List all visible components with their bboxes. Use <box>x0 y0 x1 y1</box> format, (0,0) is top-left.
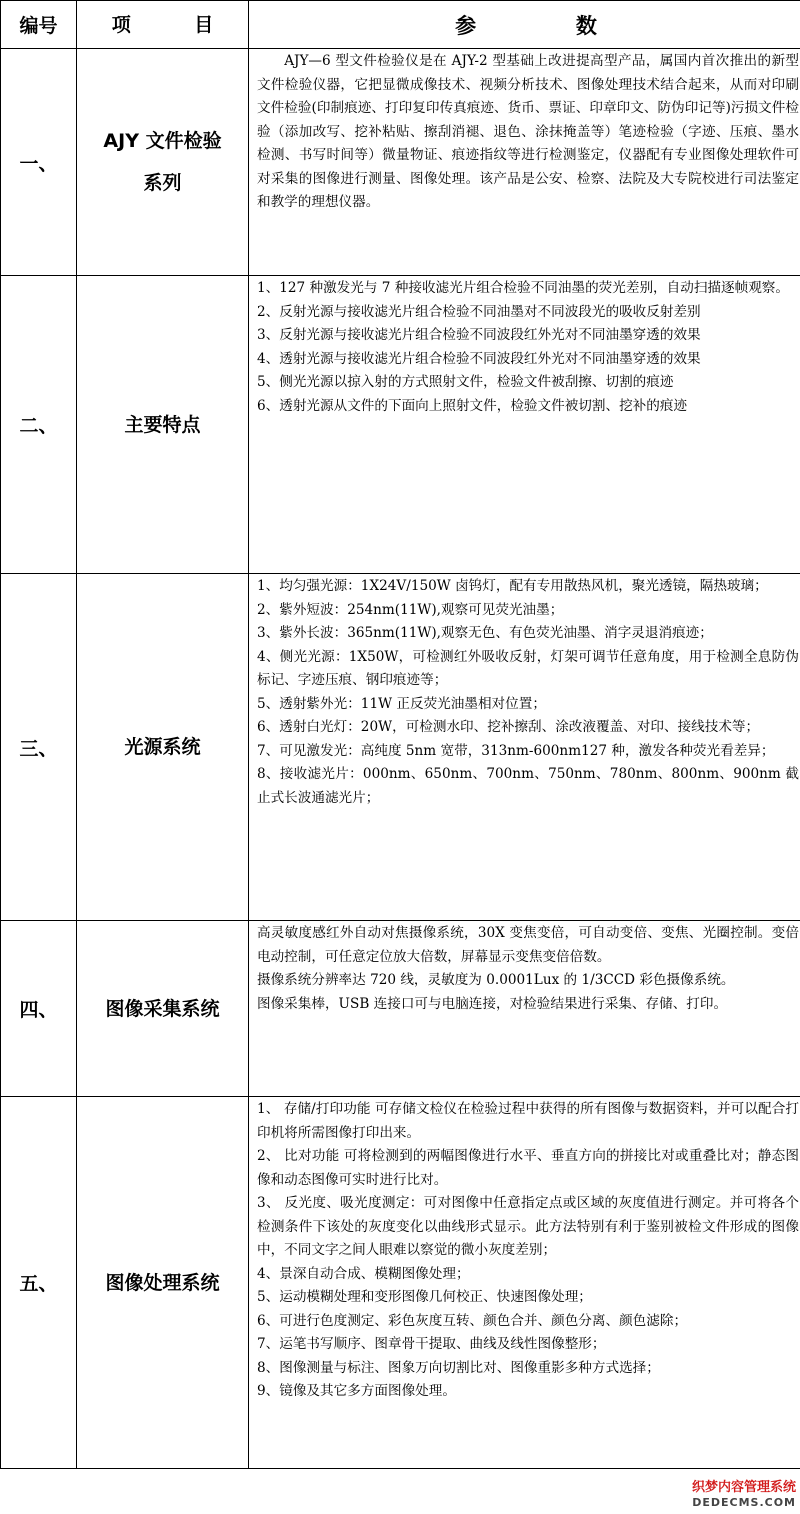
row-5-param-6: 6、可进行色度测定、彩色灰度互转、颜色合并、颜色分离、颜色滤除； <box>257 1312 688 1329</box>
header-row <box>1 1 800 49</box>
row-2-param-4: 4、透射光源与接收滤光片组合检验不同波段红外光对不同油墨穿透的效果 <box>257 350 701 367</box>
watermark-line-2: DEDECMS.COM <box>692 1496 796 1509</box>
row-5-param-2: 2、 比对功能 可将检测到的两幅图像进行水平、垂直方向的拼接比对或重叠比对；静态图像和动态图像可实时进行比对。 <box>257 1148 799 1188</box>
row-2-param-2: 2、反射光源与接收滤光片组合检验不同油墨对不同波段光的吸收反射差别 <box>257 303 701 320</box>
header-num: 编号 <box>1 1 77 49</box>
row-5-param-1: 1、 存储/打印功能 可存储文检仪在检验过程中获得的所有图像与数据资料，并可以配合打印机将所需图像打印出来。 <box>257 1101 799 1141</box>
header-item-label: 项 目 <box>111 13 242 36</box>
row-3-param-3: 3、紫外长波：365nm(11W),观察无色、有色荧光油墨、消字灵退消痕迹； <box>257 625 713 641</box>
row-5-item <box>77 1097 249 1469</box>
row-4-param-1: 高灵敏度感红外自动对焦摄像系统，30X 变焦变倍，可自动变倍、变焦、光圈控制。变倍电动控制，可任意定位放大倍数，屏幕显示变焦变倍倍数。 <box>257 925 799 965</box>
row-2-item-line-1: 主要特点 <box>124 413 201 436</box>
row-4-param-3: 图像采集棒，USB 连接口可与电脑连接，对检验结果进行采集、存储、打印。 <box>257 995 728 1012</box>
row-4-params <box>249 921 800 1097</box>
row-2-item <box>77 276 249 574</box>
row-3-num: 三、 <box>1 574 77 921</box>
table-row-5 <box>1 1097 800 1469</box>
row-3-params <box>249 574 800 921</box>
row-4-num: 四、 <box>1 921 77 1097</box>
header-param <box>249 1 800 49</box>
row-2-param-1: 1、127 种激发光与 7 种接收滤光片组合检验不同油墨的荧光差别，自动扫描逐帧观察。 <box>257 280 789 296</box>
row-5-params <box>249 1097 800 1469</box>
row-2-param-3: 3、反射光源与接收滤光片组合检验不同波段红外光对不同油墨穿透的效果 <box>257 327 701 343</box>
table-row-3 <box>1 574 800 921</box>
row-5-num: 五、 <box>1 1097 77 1469</box>
row-3-param-4: 4、侧光光源：1X50W，可检测红外吸收反射，灯架可调节任意角度，用于检测全息防伪标记、字迹压痕、钢印痕迹等； <box>257 648 799 688</box>
row-5-param-7: 7、运笔书写顺序、图章骨干提取、曲线及线性图像整形； <box>257 1336 606 1352</box>
row-3-param-1: 1、均匀强光源：1X24V/150W 卤钨灯，配有专用散热风机，聚光透镜，隔热玻璃； <box>257 578 768 594</box>
row-3-param-8: 8、接收滤光片：000nm、650nm、700nm、750nm、780nm、800nm、900nm 截止式长波通滤光片； <box>257 766 799 806</box>
row-3-param-2: 2、紫外短波：254nm(11W),观察可见荧光油墨； <box>257 601 564 618</box>
row-3-item-line-1: 光源系统 <box>124 736 201 758</box>
row-3-item <box>77 574 249 921</box>
row-2-params <box>249 276 800 574</box>
row-4-param-2: 摄像系统分辨率达 720 线，灵敏度为 0.0001Lux 的 1/3CCD 彩色摄像系统。 <box>257 972 735 988</box>
row-2-num: 二、 <box>1 276 77 574</box>
row-1-params <box>249 49 800 276</box>
table-row-4 <box>1 921 800 1097</box>
row-2-param-5: 5、侧光光源以掠入射的方式照射文件，检验文件被刮擦、切割的痕迹 <box>257 374 674 390</box>
row-5-param-5: 5、运动模糊处理和变形图像几何校正、快速图像处理； <box>257 1289 592 1305</box>
row-5-param-9: 9、镜像及其它多方面图像处理。 <box>257 1383 456 1399</box>
row-1-num: 一、 <box>1 49 77 276</box>
row-4-item-line-1: 图像采集系统 <box>105 997 220 1020</box>
watermark-line-1: 织梦内容管理系统 <box>691 1480 796 1495</box>
row-1-param-1: AJY—6 型文件检验仪是在 AJY-2 型基础上改进提高型产品，属国内首次推出的新型文件检验仪器，它把显微成像技术、视频分析技术、图像处理技术结合起来，从而对印刷文件检验(印制痕迹、打印复印传真痕迹、货币、票证、印章印文、防伪印记等)污损文件检验（添加改写、挖补粘贴、擦刮消褪、退色、涂抹掩盖等）笔迹检验（字迹、压痕、墨水检测、书写时间等）微量物证、痕迹指纹等进行检测鉴定，仪器配有专业图像处理软件可对采集的图像进行测量、图像处理。该产品是公安、检察、法院及大专院校进行司法鉴定和教学的理想仪器。 <box>257 53 799 210</box>
row-1-item-line-2: 系列 <box>143 172 182 194</box>
header-item <box>77 1 249 49</box>
watermark-logo <box>692 1480 796 1510</box>
header-param-label: 参 数 <box>455 13 644 38</box>
row-5-item-line-1: 图像处理系统 <box>105 1271 220 1294</box>
table-row-1 <box>1 49 800 276</box>
row-1-item <box>77 49 249 276</box>
row-3-param-7: 7、可见激发光：高纯度 5nm 宽带，313nm-600nm127 种，激发各种荧光看差异； <box>257 742 775 759</box>
row-2-param-6: 6、透射光源从文件的下面向上照射文件，检验文件被切割、挖补的痕迹 <box>257 397 688 414</box>
row-5-param-3: 3、 反光度、吸光度测定：可对图像中任意指定点或区域的灰度值进行测定。并可将各个检测条件下该处的灰度变化以曲线形式显示。此方法特别有利于鉴别被检文件形成的图像中，不同文字之间人眼难以察觉的微小灰度差别； <box>257 1195 799 1258</box>
table-row-2 <box>1 276 800 574</box>
row-5-param-4: 4、景深自动合成、模糊图像处理； <box>257 1265 470 1282</box>
row-5-param-8: 8、图像测量与标注、图象万向切割比对、图像重影多种方式选择； <box>257 1359 660 1376</box>
row-4-item <box>77 921 249 1097</box>
row-3-param-6: 6、透射白光灯：20W，可检测水印、挖补擦刮、涂改液覆盖、对印、接线技术等； <box>257 719 760 735</box>
row-1-item-line-1: AJY 文件检验 <box>103 130 222 152</box>
row-3-param-5: 5、透射紫外光：11W 正反荧光油墨相对位置； <box>257 695 546 712</box>
